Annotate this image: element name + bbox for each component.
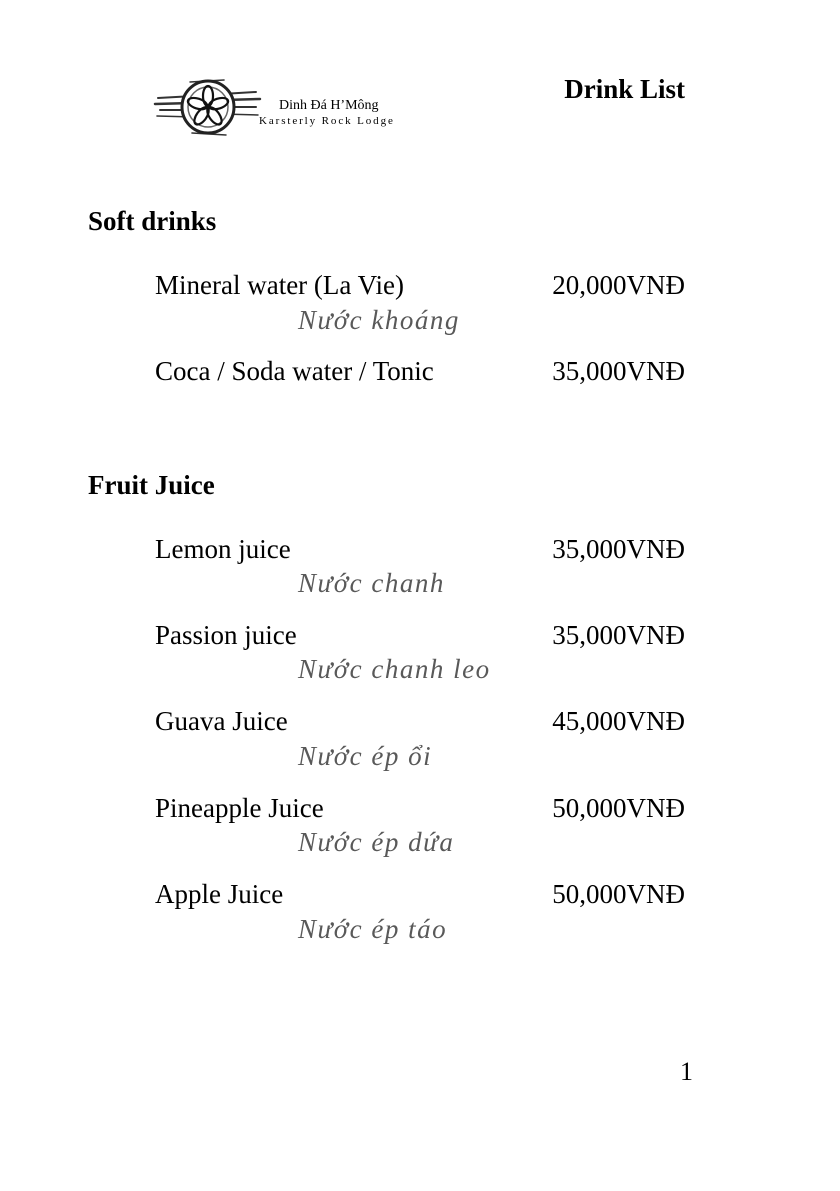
item-name-lemon-juice: Lemon juice bbox=[155, 534, 291, 564]
item-name-passion-juice: Passion juice bbox=[155, 620, 297, 650]
item-vn-pineapple-juice: Nước ép dứa bbox=[298, 827, 455, 857]
item-name-coca-soda-tonic: Coca / Soda water / Tonic bbox=[155, 356, 434, 386]
item-name-mineral-water: Mineral water (La Vie) bbox=[155, 270, 405, 300]
item-price-lemon-juice: 35,000VNĐ bbox=[552, 534, 685, 564]
logo-subtitle: Karsterly Rock Lodge bbox=[259, 115, 395, 127]
item-name-guava-juice: Guava Juice bbox=[155, 706, 288, 736]
section-title-fruit-juice: Fruit Juice bbox=[88, 470, 215, 500]
item-price-passion-juice: 35,000VNĐ bbox=[552, 620, 685, 650]
item-vn-passion-juice: Nước chanh leo bbox=[298, 654, 491, 684]
item-vn-lemon-juice: Nước chanh bbox=[298, 568, 445, 598]
item-price-apple-juice: 50,000VNĐ bbox=[552, 879, 685, 909]
item-price-mineral-water: 20,000VNĐ bbox=[552, 270, 685, 300]
item-vn-apple-juice: Nước ép táo bbox=[298, 914, 448, 944]
item-vn-guava-juice: Nước ép ổi bbox=[298, 741, 433, 771]
item-name-apple-juice: Apple Juice bbox=[155, 879, 284, 909]
lodge-logo bbox=[152, 70, 412, 144]
item-price-pineapple-juice: 50,000VNĐ bbox=[552, 793, 685, 823]
page-number: 1 bbox=[680, 1057, 693, 1086]
section-title-soft-drinks: Soft drinks bbox=[88, 206, 217, 236]
logo-name: Dinh Đá H’Mông bbox=[279, 98, 379, 113]
page-title: Drink List bbox=[564, 74, 685, 104]
flower-emblem-icon bbox=[152, 70, 262, 144]
item-vn-mineral-water: Nước khoáng bbox=[298, 305, 460, 335]
item-name-pineapple-juice: Pineapple Juice bbox=[155, 793, 324, 823]
item-price-guava-juice: 45,000VNĐ bbox=[552, 706, 685, 736]
item-price-coca-soda-tonic: 35,000VNĐ bbox=[552, 356, 685, 386]
